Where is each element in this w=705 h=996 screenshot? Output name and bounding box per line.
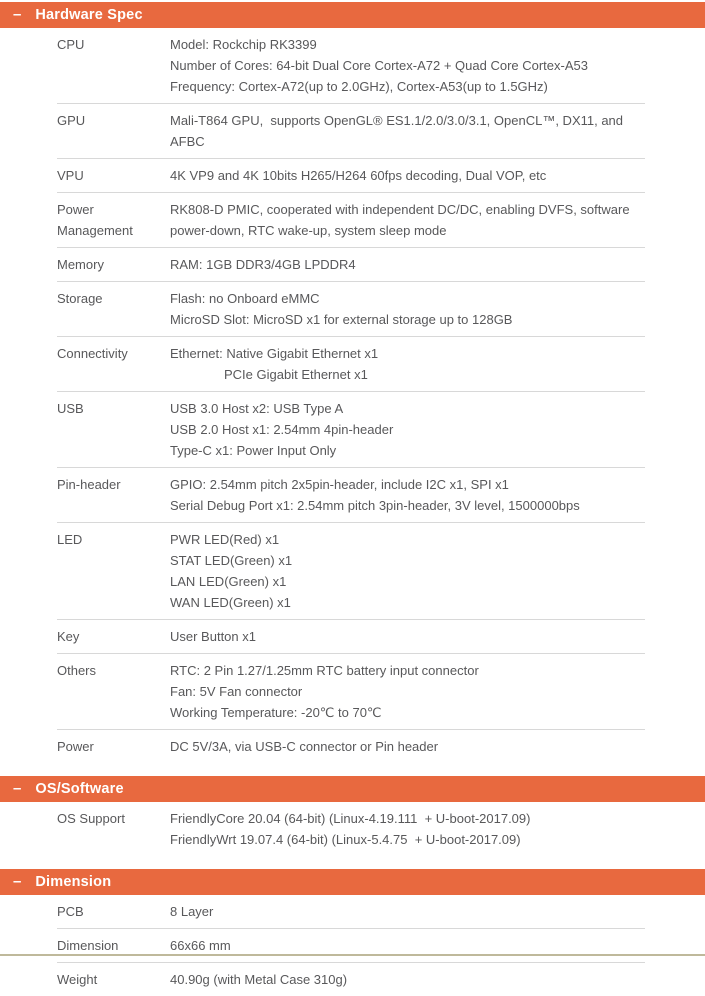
spec-value-line: PCIe Gigabit Ethernet x1	[224, 367, 368, 382]
spec-row-memory	[57, 248, 645, 282]
spec-label: Weight	[57, 972, 98, 987]
spec-row-others	[57, 654, 645, 730]
spec-value-line: DC 5V/3A, via USB-C connector or Pin header	[170, 739, 439, 754]
spec-value-line: RTC: 2 Pin 1.27/1.25mm RTC battery input connector	[170, 663, 479, 678]
spec-value	[170, 660, 645, 723]
spec-row-key	[57, 620, 645, 654]
spec-value-line: USB 2.0 Host x1: 2.54mm 4pin-header	[170, 422, 394, 437]
spec-value-line: 40.90g (with Metal Case 310g)	[170, 972, 348, 987]
spec-value-line: MicroSD Slot: MicroSD x1 for external storage up to 128GB	[170, 312, 513, 327]
spec-value	[170, 165, 645, 186]
spec-value	[170, 288, 645, 330]
spec-label: USB	[57, 401, 84, 416]
spec-row-connectivity	[57, 337, 645, 392]
spec-label: LED	[57, 532, 83, 547]
section-header-dimension[interactable]	[0, 869, 705, 895]
spec-row-cpu	[57, 28, 645, 104]
minus-icon[interactable]: –	[13, 872, 22, 890]
spec-label: Connectivity	[57, 346, 128, 361]
spec-value-line: FriendlyWrt 19.07.4 (64-bit) (Linux-5.4.75 + U-boot-2017.09)	[170, 832, 521, 847]
spec-value	[170, 254, 645, 275]
section-rows	[57, 802, 645, 856]
spec-value	[170, 736, 645, 757]
spec-value-line: Model: Rockchip RK3399	[170, 37, 317, 52]
spec-value	[170, 808, 645, 850]
spec-section-os-software	[0, 776, 705, 856]
spec-value-line: 4K VP9 and 4K 10bits H265/H264 60fps decoding, Dual VOP, etc	[170, 168, 547, 183]
spec-value	[170, 626, 645, 647]
spec-row-os-support	[57, 802, 645, 856]
section-header-hardware-spec[interactable]	[0, 2, 705, 28]
spec-row-storage	[57, 282, 645, 337]
spec-value-line: WAN LED(Green) x1	[170, 595, 291, 610]
spec-value	[170, 34, 645, 97]
spec-value-line: FriendlyCore 20.04 (64-bit) (Linux-4.19.111 + U-boot-2017.09)	[170, 811, 531, 826]
spec-value-line: STAT LED(Green) x1	[170, 553, 293, 568]
spec-row-vpu	[57, 159, 645, 193]
section-header-os-software[interactable]	[0, 776, 705, 802]
spec-value-line: User Button x1	[170, 629, 256, 644]
spec-label: Storage	[57, 291, 103, 306]
spec-label: PCB	[57, 904, 84, 919]
spec-row-led	[57, 523, 645, 620]
spec-value-line: RAM: 1GB DDR3/4GB LPDDR4	[170, 257, 356, 272]
spec-row-pin-header	[57, 468, 645, 523]
spec-value-line: LAN LED(Green) x1	[170, 574, 287, 589]
spec-value-line: 66x66 mm	[170, 938, 231, 953]
spec-row-weight	[57, 963, 645, 996]
spec-sections	[0, 2, 705, 996]
spec-row-usb	[57, 392, 645, 468]
spec-label: Pin-header	[57, 477, 121, 492]
spec-row-power-management	[57, 193, 645, 248]
spec-value-line: Ethernet: Native Gigabit Ethernet x1	[170, 346, 379, 361]
spec-value	[170, 343, 645, 385]
spec-label: Others	[57, 663, 97, 678]
spec-value	[170, 901, 645, 922]
spec-label: GPU	[57, 113, 86, 128]
spec-value-line: Number of Cores: 64-bit Dual Core Cortex-A72 + Quad Core Cortex-A53	[170, 58, 588, 73]
spec-value-line: Frequency: Cortex-A72(up to 2.0GHz), Cortex-A53(up to 1.5GHz)	[170, 79, 548, 94]
page-bottom-divider	[0, 954, 705, 956]
spec-label: OS Support	[57, 811, 125, 826]
spec-row-power	[57, 730, 645, 763]
spec-label: Key	[57, 629, 80, 644]
spec-value-line: Working Temperature: -20℃ to 70℃	[170, 705, 382, 720]
spec-value-line: Fan: 5V Fan connector	[170, 684, 303, 699]
spec-label: Power	[57, 739, 94, 754]
spec-label: VPU	[57, 168, 84, 183]
spec-value-line: GPIO: 2.54mm pitch 2x5pin-header, include I2C x1, SPI x1	[170, 477, 509, 492]
minus-icon[interactable]: –	[13, 5, 22, 23]
spec-value	[170, 529, 645, 613]
section-rows	[57, 28, 645, 763]
spec-value-line: Flash: no Onboard eMMC	[170, 291, 320, 306]
spec-label: Power Management	[57, 202, 133, 238]
spec-row-gpu	[57, 104, 645, 159]
spec-value	[170, 935, 645, 956]
spec-value-line: Serial Debug Port x1: 2.54mm pitch 3pin-header, 3V level, 1500000bps	[170, 498, 580, 513]
spec-section-dimension	[0, 869, 705, 996]
minus-icon[interactable]: –	[13, 779, 22, 797]
section-title: Hardware Spec	[35, 7, 143, 23]
spec-value-line: USB 3.0 Host x2: USB Type A	[170, 401, 344, 416]
section-title: Dimension	[35, 874, 112, 890]
spec-value-line: 8 Layer	[170, 904, 214, 919]
section-title: OS/Software	[35, 781, 124, 797]
spec-label: Memory	[57, 257, 104, 272]
spec-label: Dimension	[57, 938, 119, 953]
spec-value-line: Type-C x1: Power Input Only	[170, 443, 337, 458]
spec-label: CPU	[57, 37, 85, 52]
spec-row-dimension	[57, 929, 645, 963]
spec-value-line: Mali-T864 GPU, supports OpenGL® ES1.1/2.0/3.0/3.1, OpenCL™, DX11, and AFBC	[170, 113, 624, 149]
spec-section-hardware-spec	[0, 2, 705, 763]
spec-value-line: PWR LED(Red) x1	[170, 532, 280, 547]
section-rows	[57, 895, 645, 996]
spec-value	[170, 110, 645, 152]
spec-value	[170, 969, 645, 990]
spec-value	[170, 398, 645, 461]
spec-value	[170, 474, 645, 516]
spec-value-line: RK808-D PMIC, cooperated with independent DC/DC, enabling DVFS, software power-down, RTC wake-up, system sleep mode	[170, 202, 630, 238]
spec-value	[170, 199, 645, 241]
spec-row-pcb	[57, 895, 645, 929]
